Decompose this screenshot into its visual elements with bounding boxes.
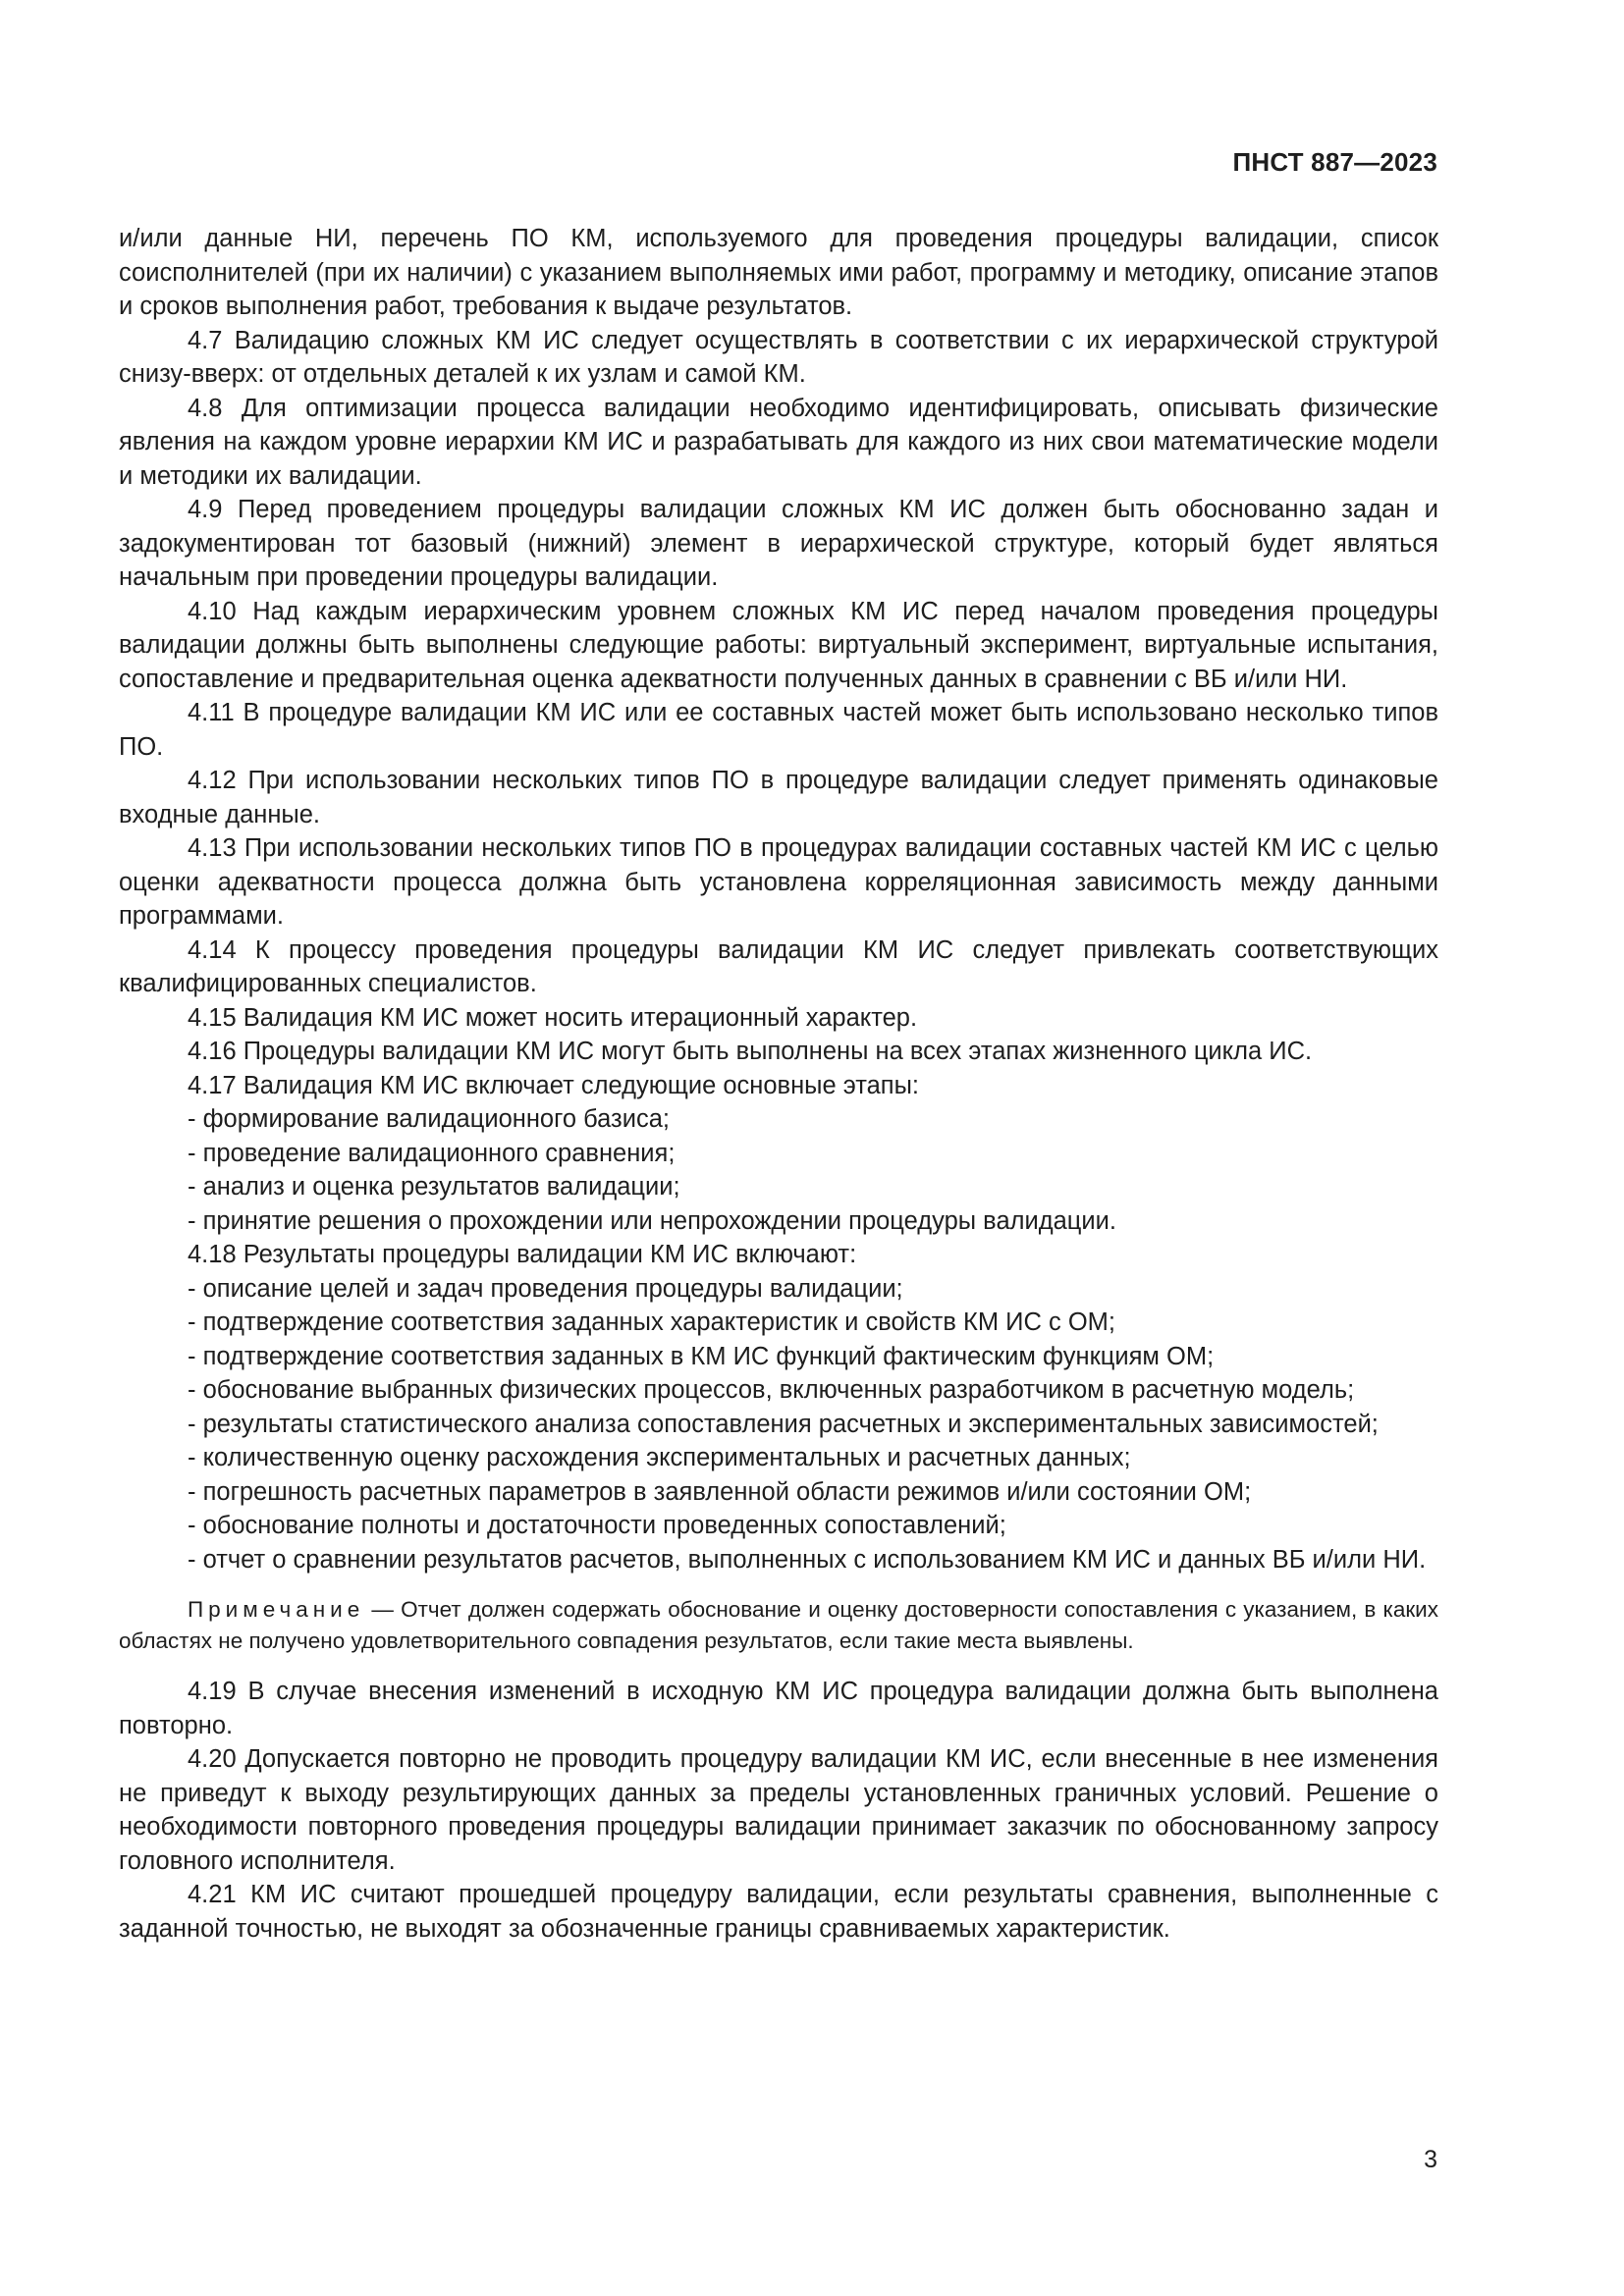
list-item: - анализ и оценка результатов валидации; [188,1173,680,1201]
clause-4-20: 4.20 Допускается повторно не проводить процедуру валидации КМ ИС, если внесенные в нее изменения не приведут к выходу результирующих данных за пределы установленных граничных условий. Решение о необходимости повторного проведения процедуры валидации принимает заказчик по обоснованному запросу головного исполнителя. [119,1745,1438,1875]
list-item: - подтверждение соответствия заданных в КМ ИС функций фактическим функциям ОМ; [188,1342,1215,1370]
note [119,1594,1438,1657]
clause-4-16: 4.16 Процедуры валидации КМ ИС могут быть выполнены на всех этапах жизненного цикла ИС. [188,1038,1313,1065]
list-item: - обоснование выбранных физических процессов, включенных разработчиком в расчетную модель; [188,1376,1355,1404]
list-item: - подтверждение соответствия заданных характеристик и свойств КМ ИС с ОМ; [188,1308,1115,1336]
clause-4-13: 4.13 При использовании нескольких типов ПО в процедурах валидации составных частей КМ ИС с целью оценки адекватности процесса должна быть установлена корреляционная зависимость между данными программами. [119,834,1438,930]
clause-4-10: 4.10 Над каждым иерархическим уровнем сложных КМ ИС перед началом проведения процедуры валидации должны быть выполнены следующие работы: виртуальный эксперимент, виртуальные испытания, сопоставление и предварительная оценка адекватности полученных данных в сравнении с ВБ и/или НИ. [119,597,1438,693]
list-item: - отчет о сравнении результатов расчетов, выполненных с использованием КМ ИС и данных ВБ и/или НИ. [188,1545,1427,1574]
list-item: - количественную оценку расхождения экспериментальных и расчетных данных; [188,1444,1131,1471]
list-item: - формирование валидационного базиса; [188,1105,670,1133]
list-item: - описание целей и задач проведения процедуры валидации; [188,1274,903,1303]
clause-4-11: 4.11 В процедуре валидации КМ ИС или ее составных частей может быть использовано несколько типов ПО. [119,699,1438,761]
clause-4-15: 4.15 Валидация КМ ИС может носить итерационный характер. [188,1003,918,1032]
list-item: - обоснование полноты и достаточности проведенных сопоставлений; [188,1512,1006,1539]
clause-4-7: 4.7 Валидацию сложных КМ ИС следует осуществлять в соответствии с их иерархической структурой снизу-вверх: от отдельных деталей к их узлам и самой КМ. [119,326,1438,388]
list-item: - проведение валидационного сравнения; [188,1139,676,1167]
clause-4-18: 4.18 Результаты процедуры валидации КМ ИС включают: [188,1241,857,1268]
clause-4-9: 4.9 Перед проведением процедуры валидации сложных КМ ИС должен быть обоснованно задан и задокументирован тот базовый (нижний) элемент в иерархической структуре, который будет являться начальным при проведении процедуры валидации. [119,496,1438,591]
note-text: — Отчет должен содержать обоснование и оценку достоверности сопоставления с указанием, в каких областях не получено удовлетворительного совпадения результатов, если такие места выявлены. [119,1597,1438,1653]
paragraph-continuation: и/или данные НИ, перечень ПО КМ, используемого для проведения процедуры валидации, список соисполнителей (при их наличии) с указанием выполняемых ими работ, программу и методику, описание этапов и сроков выполнения работ, требования к выдаче результатов. [119,225,1438,320]
document-code: ПНСТ 887—2023 [1232,147,1437,177]
clause-4-14: 4.14 К процессу проведения процедуры валидации КМ ИС следует привлекать соответствующих квалифицированных специалистов. [119,935,1438,997]
clause-4-8: 4.8 Для оптимизации процесса валидации необходимо идентифицировать, описывать физические явления на каждом уровне иерархии КМ ИС и разрабатывать для каждого из них свои математические модели и методики их валидации. [119,394,1438,490]
page-number: 3 [1424,2146,1437,2173]
list-item: - погрешность расчетных параметров в заявленной области режимов и/или состоянии ОМ; [188,1477,1252,1506]
clause-4-21: 4.21 КМ ИС считают прошедшей процедуру валидации, если результаты сравнения, выполненные с заданной точностью, не выходят за обозначенные границы сравниваемых характеристик. [119,1881,1438,1943]
clause-4-19: 4.19 В случае внесения изменений в исходную КМ ИС процедура валидации должна быть выполнена повторно. [119,1678,1438,1739]
clause-4-12: 4.12 При использовании нескольких типов ПО в процедуре валидации следует применять одинаковые входные данные. [119,767,1438,828]
list-item: - результаты статистического анализа сопоставления расчетных и экспериментальных зависимостей; [188,1410,1379,1438]
note-label: Примечание [188,1597,365,1622]
clause-4-17: 4.17 Валидация КМ ИС включает следующие основные этапы: [188,1071,920,1099]
list-item: - принятие решения о прохождении или непрохождении процедуры валидации. [188,1206,1116,1235]
document-body [119,222,1438,1946]
